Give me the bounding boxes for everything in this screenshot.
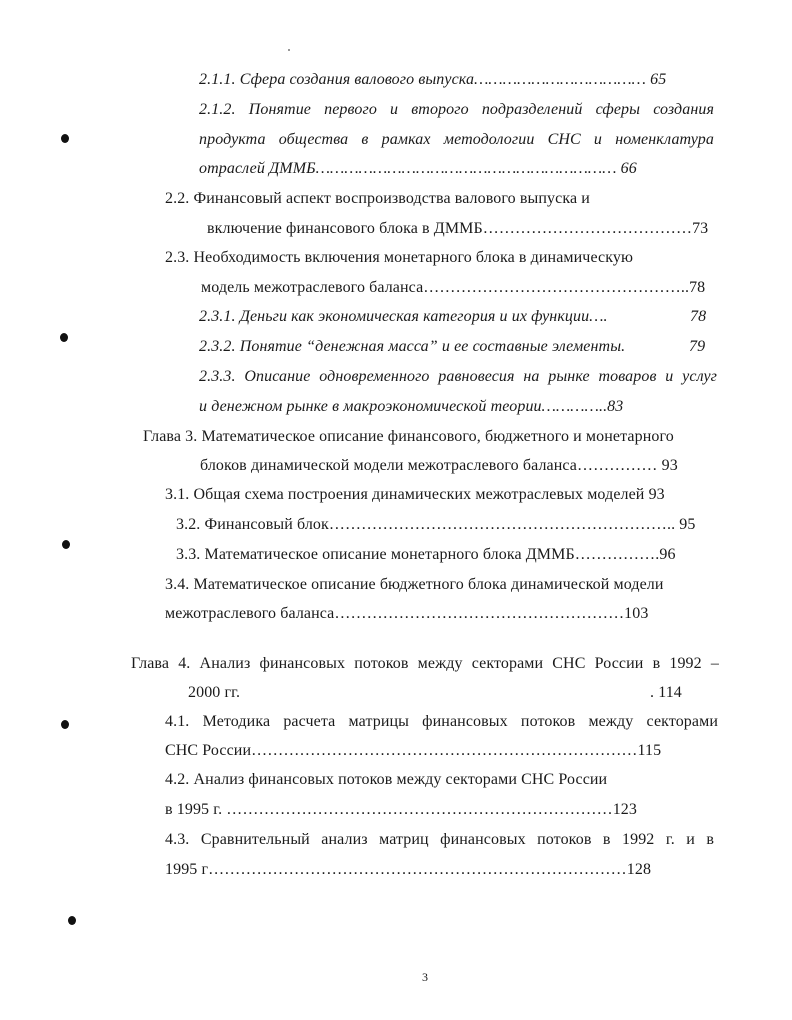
toc-entry: 2.3.3. Описание одновременного равновесия на рынке товаров и услуг (199, 368, 717, 385)
toc-entry-continued: включение финансового блока в ДММБ…………………………………73 (207, 220, 709, 237)
toc-chapter-continued: 2000 гг. (188, 684, 241, 701)
toc-page-ref: . 114 (650, 684, 682, 701)
toc-entry: 2.3.1. Деньги как экономическая категория и их функции…. (199, 308, 608, 325)
toc-entry: 2.1.1. Сфера создания валового выпуска……………………………… 65 (199, 71, 667, 88)
toc-entry-continued: отраслей ДММБ……………………………………………………… 66 (199, 160, 637, 177)
toc-entry-continued: 1995 г……………………………………………………………………128 (165, 861, 652, 878)
toc-entry-continued: модель межотраслевого баланса…………………………………………..78 (201, 279, 706, 296)
toc-chapter: Глава 4. Анализ финансовых потоков между секторами СНС России в 1992 – (131, 655, 719, 672)
toc-entry-continued: и денежном рынке в макроэкономической теории…………..83 (199, 398, 624, 415)
toc-page-ref: 78 (690, 308, 707, 325)
toc-entry: 2.2. Финансовый аспект воспроизводства валового выпуска и (165, 190, 590, 207)
toc-entry-continued: в 1995 г. ………………………………………………………………123 (165, 801, 638, 818)
toc-entry: 2.3. Необходимость включения монетарного блока в динамическую (165, 249, 634, 266)
toc-entry: 2.1.2. Понятие первого и второго подразделений сферы создания (199, 101, 714, 118)
binder-hole-mark (62, 540, 70, 549)
toc-entry: 3.1. Общая схема построения динамических межотраслевых моделей 93 (165, 486, 665, 503)
page-number: 3 (422, 970, 428, 984)
binder-hole-mark (61, 134, 69, 143)
toc-entry: 4.1. Методика расчета матрицы финансовых потоков между секторами (165, 713, 718, 730)
toc-entry: 3.4. Математическое описание бюджетного блока динамической модели (165, 576, 664, 593)
toc-page-ref: 79 (689, 338, 706, 355)
toc-entry-continued: СНС России………………………………………………………………115 (165, 742, 662, 759)
toc-entry: 3.2. Финансовый блок……………………………………………………….. 95 (176, 516, 696, 533)
binder-hole-mark (61, 720, 69, 729)
binder-hole-mark (68, 916, 76, 925)
scan-speck (288, 49, 290, 51)
toc-entry: 4.2. Анализ финансовых потоков между секторами СНС России (165, 771, 608, 788)
toc-chapter: Глава 3. Математическое описание финансового, бюджетного и монетарного (143, 428, 674, 445)
toc-chapter-continued: блоков динамической модели межотраслевого баланса…………… 93 (200, 457, 678, 474)
toc-entry: 3.3. Математическое описание монетарного блока ДММБ…………….96 (176, 546, 676, 563)
toc-entry-continued: продукта общества в рамках методологии СНС и номенклатура (199, 131, 714, 148)
toc-entry: 4.3. Сравнительный анализ матриц финансовых потоков в 1992 г. и в (165, 831, 714, 848)
toc-entry-continued: межотраслевого баланса………………………………………………103 (165, 605, 649, 622)
binder-hole-mark (60, 333, 68, 342)
toc-entry: 2.3.2. Понятие “денежная масса” и ее составные элементы. (199, 338, 626, 355)
